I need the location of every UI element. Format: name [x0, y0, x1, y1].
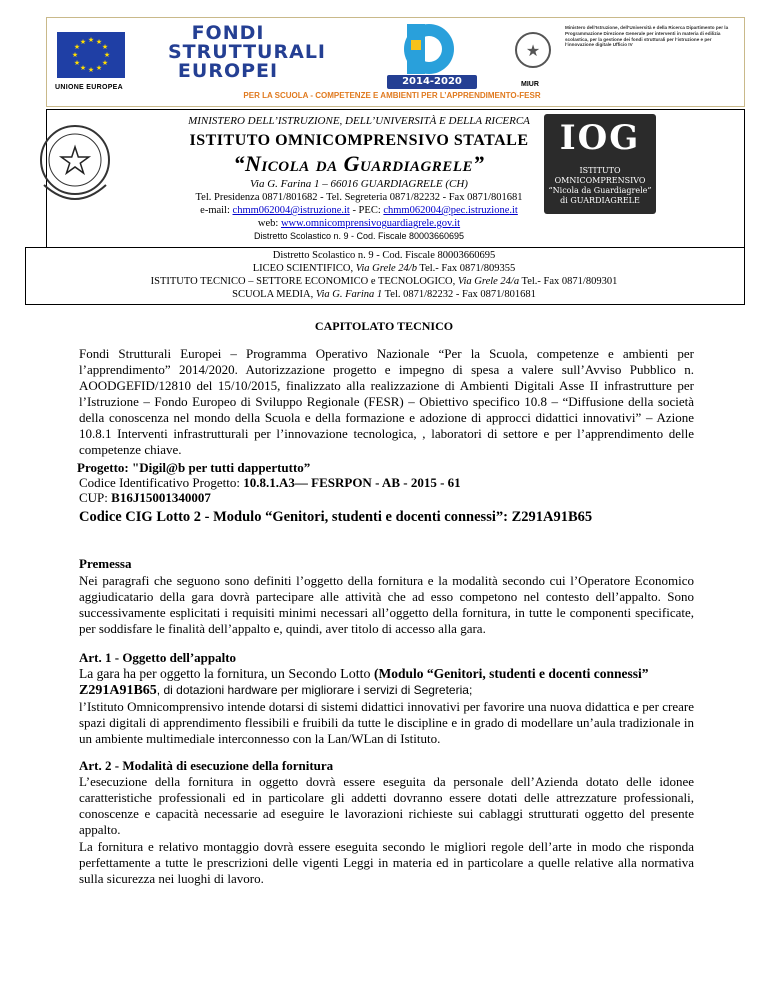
svg-text:★: ★ [103, 51, 111, 59]
branch-name: ISTITUTO TECNICO – SETTORE ECONOMICO e TECNOLOGICO, [150, 276, 458, 287]
fondi-line: STRUTTURALI [168, 41, 326, 63]
art1-text: La gara ha per oggetto la fornitura, [79, 666, 271, 681]
branch-name: SCUOLA MEDIA, [232, 289, 316, 300]
branch-phone: Tel.- Fax 0871/809355 [416, 263, 516, 274]
premessa-heading: Premessa [79, 556, 132, 571]
iog-caption [544, 166, 656, 206]
cig-heading: Codice CIG Lotto 2 - Modulo “Genitori, studenti e docenti connessi”: Z291A91B65 [79, 509, 593, 525]
iog-caption-line: ISTITUTO [579, 166, 621, 175]
miur-emblem-icon [513, 28, 553, 72]
svg-text:★: ★ [87, 36, 95, 44]
cup-value: B16J15001340007 [111, 490, 211, 505]
art1-lot: un Secondo Lotto [270, 667, 374, 682]
fondi-line: FONDI [191, 22, 265, 44]
document-title: CAPITOLATO TECNICO [314, 319, 454, 333]
cup-label: CUP: [79, 490, 112, 505]
pec-link[interactable]: chmm062004@pec.istruzione.it [383, 205, 518, 216]
banner-subtitle: PER LA SCUOLA - COMPETENZE E AMBIENTI PER L’APPRENDIMENTO-FESR [243, 91, 541, 100]
project-code-line [79, 475, 694, 491]
school-subtitle: “Nicola da Guardiagrele” [233, 151, 485, 176]
web-link[interactable]: www.omnicomprensivoguardiagrele.gov.it [280, 218, 461, 229]
svg-text:★: ★ [58, 141, 92, 182]
svg-text:★: ★ [79, 38, 87, 46]
art1-hardware: , di dotazioni hardware per migliorare i servizi di Segreteria; [156, 683, 473, 697]
funding-banner [46, 17, 745, 107]
branches-distretto: Distretto Scolastico n. 9 - Cod. Fiscale 80003660695 [272, 250, 496, 261]
pec-prefix: - PEC: [349, 205, 384, 216]
iog-caption-line: di GUARDIAGRELE [560, 196, 640, 205]
school-phones: Tel. Presidenza 0871/801682 - Tel. Segreteria 0871/82232 - Fax 0871/801681 [195, 192, 523, 203]
email-link[interactable]: chmm062004@istruzione.it [232, 205, 350, 216]
svg-text:★: ★ [73, 43, 81, 51]
intro-paragraph: Fondi Strutturali Europei – Programma Operativo Nazionale “Per la Scuola, competenze e ambienti per l’apprendimento” 2014/2020. Autorizzazione progetto e impegno di spesa a valere sull’Avviso Pubblico n. AOODGEFID/12810 del 15/10/2015, finalizzato alla realizzazione di Ambienti Digitali Asse II infrastrutture per l’Istruzione – Fondo Europeo di Sviluppo Regionale (FESR) – Obiettivo specifico 10.8 – “Diffusione della società della conoscenza nel mondo della Scuola e della formazione e adozione di approcci didattici innovativi” – Azione 10.8.1 Interventi infrastrutturali per l’innovazione tecnologica, , laboratori di settore e per l’apprendimento delle competenze chiave. [79, 346, 694, 457]
art2-paragraph-1: L’esecuzione della fornitura in oggetto dovrà essere eseguita da personale dell’Azienda dotato delle idonee caratteristiche professionali ed in particolare gli addetti dovranno essere dotati delle attrezzature professionali, conoscenze e capacità necessarie ad eseguire le lavorazioni richieste sui cablaggi strutturati oggetto del presente appalto. [79, 774, 694, 837]
email-prefix: e-mail: [200, 205, 233, 216]
svg-text:★: ★ [101, 59, 109, 67]
school-distretto: Distretto Scolastico n. 9 - Cod. Fiscale 80003660695 [253, 231, 465, 241]
svg-text:★: ★ [87, 66, 95, 74]
art2-heading: Art. 2 - Modalità di esecuzione della fornitura [79, 758, 334, 773]
web-prefix: web: [257, 218, 281, 229]
svg-text:★: ★ [95, 38, 103, 46]
branch-address: Via Grele 24/a [457, 276, 520, 287]
branch-address: Via Grele 24/b [355, 263, 417, 274]
school-email-line [110, 205, 608, 216]
republic-emblem-icon [30, 115, 120, 213]
iog-caption-line: OMNICOMPRENSIVO [554, 176, 646, 185]
branch-address: Via G. Farina 1 [315, 289, 383, 300]
project-code-label: Codice Identificativo Progetto: [79, 475, 244, 490]
fondi-strutturali-logo [168, 22, 326, 82]
branch-scuola-media [25, 289, 743, 300]
art1-first-line [79, 666, 694, 683]
miur-department-text: Ministero dell’Istruzione, dell’Università e della Ricerca Dipartimento per la Programmazione Direzione Generale per interventi in materia di edilizia scolastica, per la gestione dei fondi strutturali per l’istruzione e per l’innovazione digitale Ufficio IV [565, 25, 729, 48]
art1-cig: Z291A91B65 [79, 683, 157, 698]
branch-istituto-tecnico [25, 276, 743, 287]
art1-module: (Modulo “Genitori, studenti e docenti connessi” [373, 666, 649, 681]
eu-label: UNIONE EUROPEA [55, 84, 123, 91]
svg-text:★: ★ [525, 41, 541, 60]
svg-text:★: ★ [71, 51, 79, 59]
branch-phone: Tel.- Fax 0871/809301 [519, 276, 618, 287]
svg-text:★: ★ [101, 43, 109, 51]
project-name: Progetto: "Digil@b per tutti dappertutto” [77, 460, 311, 475]
art2-paragraph-2: La fornitura e relativo montaggio dovrà essere eseguita secondo le migliori regole dell’arte in modo che risponda perfettamente a tutte le prescrizioni delle vigenti Leggi in materia ed in particolare a quelle relative alla normativa sulla sicurezza nei luoghi di lavoro. [79, 839, 694, 886]
school-address: Via G. Farina 1 – 66016 GUARDIAGRELE (CH) [250, 178, 468, 190]
pon-years: 2014-2020 [387, 75, 477, 89]
cup-line [79, 490, 694, 506]
branch-name: LICEO SCIENTIFICO, [252, 263, 356, 274]
iog-letters: IOG [559, 118, 641, 158]
iog-caption-line: “Nicola da Guardiagrele” [548, 186, 652, 195]
svg-text:★: ★ [73, 59, 81, 67]
school-name: ISTITUTO OMNICOMPRENSIVO STATALE [189, 132, 529, 149]
ministry-line: MINISTERO DELL’ISTRUZIONE, DELL’UNIVERSITÀ E DELLA RICERCA [188, 115, 530, 127]
svg-text:★: ★ [79, 64, 87, 72]
branch-liceo [25, 263, 743, 274]
project-code-value: 10.8.1.A3— FESRPON - AB - 2015 - 61 [243, 475, 461, 490]
branch-phone: Tel. 0871/82232 - Fax 0871/801681 [382, 289, 536, 300]
premessa-paragraph: Nei paragrafi che seguono sono definiti l’oggetto della fornitura e la modalità secondo cui l’Operatore Economico aggiudicatario della gara dovrà partecipare alle attività che ad esso competono nel contesto dell’appalto. Sono successivamente esplicitati i requisiti minimi necessari all’oggetto della fornitura, in tutte le componenti specificate, per soddisfare le finalità dell’appalto e, quindi, aver titolo di accesso alla gara. [79, 573, 694, 636]
eu-flag-icon [57, 32, 125, 78]
iog-logo [544, 114, 656, 214]
fondi-line: EUROPEI [177, 60, 279, 82]
school-web-line [110, 218, 608, 229]
art1-second-line [79, 682, 694, 699]
art1-paragraph: l’Istituto Omnicomprensivo intende dotarsi di sistemi didattici innovativi per favorire una nuova didattica e per creare spazi digitali di apprendimento flessibili e fruibili da tutte le discipline e in grado di modellare un’aula tradizionale in un ambiente multimediale interconnesso con la Lan/WLan di Istituto. [79, 699, 694, 746]
art1-heading: Art. 1 - Oggetto dell’appalto [79, 650, 237, 665]
miur-label: MIUR [521, 81, 539, 88]
svg-text:★: ★ [95, 64, 103, 72]
